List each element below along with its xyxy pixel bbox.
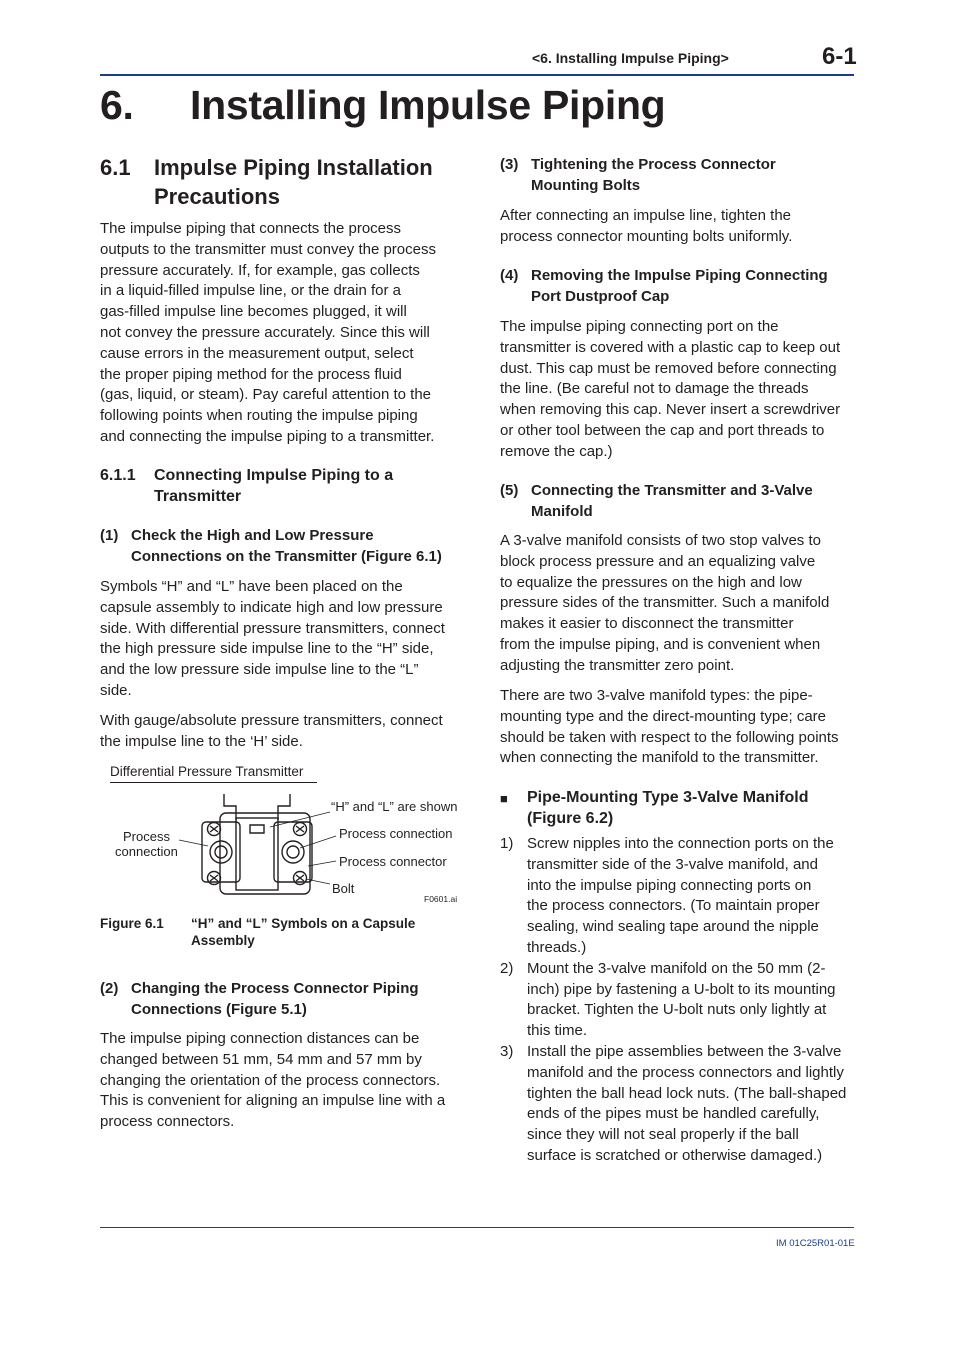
item-5-p2-line: when connecting the manifold to the transmitter.	[500, 749, 819, 767]
item-4-p-line: the line. (Be careful not to damage the threads	[500, 380, 809, 398]
step-text-line: tighten the ball head lock nuts. (The ball-shaped	[527, 1084, 847, 1102]
item-4-title-line-2: Port Dustproof Cap	[531, 288, 670, 305]
chapter-number: 6.	[100, 82, 134, 128]
step-number: 2)	[500, 959, 514, 977]
subsection-heading-6-1-1	[100, 465, 460, 509]
step-text-line: transmitter side of the 3-valve manifold, and	[527, 855, 818, 873]
step-text-line: bracket. Tighten the U-bolt nuts only lightly at	[527, 1001, 827, 1019]
label-bolt: Bolt	[332, 881, 355, 896]
step-number: 3)	[500, 1042, 514, 1060]
capsule-body	[236, 818, 278, 890]
item-2-p-line: process connectors.	[100, 1113, 235, 1131]
subsection-title-line-2: Transmitter	[154, 488, 242, 505]
item-1-paragraph-2	[100, 711, 460, 753]
intro-line: the proper piping method for the process fluid	[100, 365, 402, 383]
item-5-number: (5)	[500, 482, 519, 499]
figure-caption-number: Figure 6.1	[100, 916, 164, 931]
item-4-p-line: transmitter is covered with a plastic cap to keep out	[500, 338, 841, 356]
leader-process-connection-left	[179, 840, 208, 846]
item-4-number: (4)	[500, 267, 519, 284]
item-1-title-line-1: Check the High and Low Pressure	[131, 527, 374, 544]
step-text-line: sealing, wind sealing tape around the nipple	[527, 918, 819, 936]
step-text-line: into the impulse piping connecting ports on	[527, 876, 812, 894]
bullet-square-icon: ■	[500, 791, 508, 806]
item-1-title-line-2: Connections on the Transmitter (Figure 6.1)	[131, 548, 442, 565]
step-number: 1)	[500, 835, 514, 852]
item-5-p2-line: mounting type and the direct-mounting type; care	[500, 707, 827, 725]
item-5-p2-line: There are two 3-valve manifold types: the pipe-	[500, 687, 813, 704]
intro-line: and connecting the impulse piping to a transmitter.	[100, 427, 435, 445]
item-1-p1-line: Symbols “H” and “L” have been placed on the	[100, 578, 403, 595]
item-2-p-line: changed between 51 mm, 54 mm and 57 mm by	[100, 1050, 422, 1068]
label-hl-shown: “H” and “L” are shown	[331, 799, 458, 814]
leader-hl-shown	[270, 812, 330, 827]
intro-line: following points when routing the impulse piping	[100, 407, 418, 425]
item-5-p1-line: from the impulse piping, and is convenient when	[500, 635, 821, 653]
item-5-paragraph-2	[500, 686, 854, 769]
item-2-number: (2)	[100, 980, 119, 997]
label-process-connection-left-2: connection	[115, 844, 178, 859]
subsection-number: 6.1.1	[100, 467, 136, 484]
label-process-connector: Process connector	[339, 854, 447, 869]
step-text-line: Install the pipe assemblies between the 3-valve	[527, 1042, 842, 1060]
item-5-title-line-2: Manifold	[531, 503, 593, 520]
item-1-heading	[100, 525, 460, 569]
connection-port-left	[210, 841, 232, 863]
item-5-paragraph-1	[500, 531, 854, 677]
page-number: 6-1	[822, 43, 857, 70]
item-4-title-line-1: Removing the Impulse Piping Connecting	[531, 267, 828, 284]
item-1-p1-line: side.	[100, 681, 132, 699]
item-2-title-line-1: Changing the Process Connector Piping	[131, 980, 419, 997]
item-3-p-line: After connecting an impulse line, tighten the	[500, 207, 792, 224]
item-3-paragraph	[500, 206, 854, 248]
subsection-title-line-1: Connecting Impulse Piping to a	[154, 467, 394, 484]
section-number: 6.1	[100, 155, 131, 180]
steps-list	[500, 834, 854, 1167]
figure-caption-line-2: Assembly	[191, 932, 255, 948]
step-text-line: manifold and the process connectors and lightly	[527, 1063, 844, 1081]
item-3-number: (3)	[500, 156, 519, 173]
item-4-heading	[500, 265, 854, 309]
item-1-p1-line: capsule assembly to indicate high and low pressure	[100, 598, 443, 616]
header-rule	[100, 74, 854, 76]
intro-line: pressure accurately. If, for example, gas collects	[100, 261, 420, 279]
intro-line: not convey the pressure accurately. Since this will	[100, 323, 430, 341]
item-3-heading	[500, 154, 854, 198]
figure-title: Differential Pressure Transmitter	[110, 764, 304, 779]
step-text-line: Mount the 3-valve manifold on the 50 mm (2-	[527, 959, 826, 977]
bullet-title-line-2: (Figure 6.2)	[527, 810, 614, 827]
section-title-line-1: Impulse Piping Installation	[154, 155, 433, 180]
label-process-connection-left-1: Process	[123, 829, 170, 844]
item-4-p-line: when removing this cap. Never insert a screwdriver	[500, 401, 841, 419]
intro-line: cause errors in the measurement output, select	[100, 344, 414, 362]
item-4-p-line: dust. This cap must be removed before connecting	[500, 359, 837, 377]
intro-paragraph	[100, 219, 460, 448]
step-item	[500, 834, 854, 959]
figure-file-id: F0601.ai	[424, 894, 458, 904]
step-item	[500, 1042, 854, 1167]
bullet-title-line-1: Pipe-Mounting Type 3-Valve Manifold	[527, 789, 809, 806]
step-text-line: the process connectors. (To maintain proper	[527, 897, 820, 915]
item-5-heading	[500, 480, 854, 524]
item-1-number: (1)	[100, 527, 119, 544]
footer-rule	[100, 1227, 854, 1228]
step-item	[500, 959, 854, 1042]
item-3-title-line-1: Tightening the Process Connector	[531, 156, 776, 173]
item-3-title-line-2: Mounting Bolts	[531, 177, 641, 194]
step-text-line: Screw nipples into the connection ports on the	[527, 835, 834, 852]
item-2-heading	[100, 978, 460, 1022]
intro-line: gas-filled impulse line becomes plugged, it will	[100, 303, 407, 321]
intro-line: (gas, liquid, or steam). Pay careful attention to the	[100, 386, 432, 404]
step-text-line: ends of the pipes must be handled carefully,	[527, 1105, 820, 1123]
running-header: <6. Installing Impulse Piping>	[532, 50, 729, 66]
item-5-p1-line: to equalize the pressures on the high and low	[500, 573, 802, 591]
chapter-title: Installing Impulse Piping	[190, 82, 666, 128]
item-2-p-line: changing the orientation of the process connectors.	[100, 1071, 441, 1089]
leader-process-connection-right	[300, 836, 336, 848]
item-2-p-line: The impulse piping connection distances can be	[100, 1030, 420, 1047]
figure-6-1-caption	[100, 916, 460, 950]
section-title-line-2: Precautions	[154, 184, 280, 209]
item-2-paragraph	[100, 1029, 460, 1133]
label-process-connection-right: Process connection	[339, 826, 453, 841]
intro-line: The impulse piping that connects the process	[100, 220, 402, 237]
intro-line: outputs to the transmitter must convey the process	[100, 240, 436, 258]
item-5-p1-line: adjusting the transmitter zero point.	[500, 656, 735, 674]
item-3-p-line: process connector mounting bolts uniformly.	[500, 227, 793, 245]
section-heading-6-1	[100, 153, 460, 213]
bullet-heading-pipe-mounting	[500, 787, 854, 831]
step-text-line: surface is scratched or otherwise damaged.)	[527, 1146, 823, 1164]
item-5-p1-line: makes it easier to disconnect the transmitter	[500, 615, 794, 633]
item-5-p1-line: A 3-valve manifold consists of two stop valves to	[500, 532, 821, 549]
item-4-p-line: or other tool between the cap and port threads to	[500, 421, 825, 439]
item-4-p-line: remove the cap.)	[500, 442, 613, 460]
item-1-p2-line: the impulse line to the ‘H’ side.	[100, 732, 303, 750]
step-text-line: inch) pipe by fastening a U-bolt to its mounting	[527, 980, 836, 998]
step-text-line: this time.	[527, 1022, 588, 1040]
item-4-p-line: The impulse piping connecting port on the	[500, 318, 779, 335]
connection-port-right	[282, 841, 304, 863]
item-5-p1-line: pressure sides of the transmitter. Such a manifold	[500, 594, 830, 612]
item-5-p2-line: should be taken with respect to the following points	[500, 728, 839, 746]
document-id: IM 01C25R01-01E	[776, 1238, 855, 1249]
figure-6-1	[100, 760, 460, 910]
item-1-p2-line: With gauge/absolute pressure transmitters, connect	[100, 712, 443, 729]
item-1-p1-line: and the low pressure side impulse line to the “L”	[100, 661, 419, 679]
item-2-title-line-2: Connections (Figure 5.1)	[131, 1001, 307, 1018]
item-5-p1-line: block process pressure and an equalizing valve	[500, 552, 816, 570]
figure-caption-line-1: “H” and “L” Symbols on a Capsule	[191, 916, 416, 931]
step-text-line: threads.)	[527, 938, 587, 956]
item-1-paragraph-1	[100, 577, 460, 702]
item-5-title-line-1: Connecting the Transmitter and 3-Valve	[531, 482, 813, 499]
item-1-p1-line: side. With differential pressure transmitters, connect	[100, 619, 445, 637]
transmitter-neck	[224, 794, 290, 820]
item-2-p-line: This is convenient for aligning an impulse line with a	[100, 1092, 446, 1110]
item-1-p1-line: the high pressure side impulse line to the “H” side,	[100, 640, 434, 658]
item-4-paragraph	[500, 317, 854, 463]
hl-symbol-mark	[250, 825, 264, 833]
intro-line: in a liquid-filled impulse line, or the drain for a	[100, 282, 401, 300]
step-text-line: since they will not seal properly if the ball	[527, 1126, 799, 1144]
